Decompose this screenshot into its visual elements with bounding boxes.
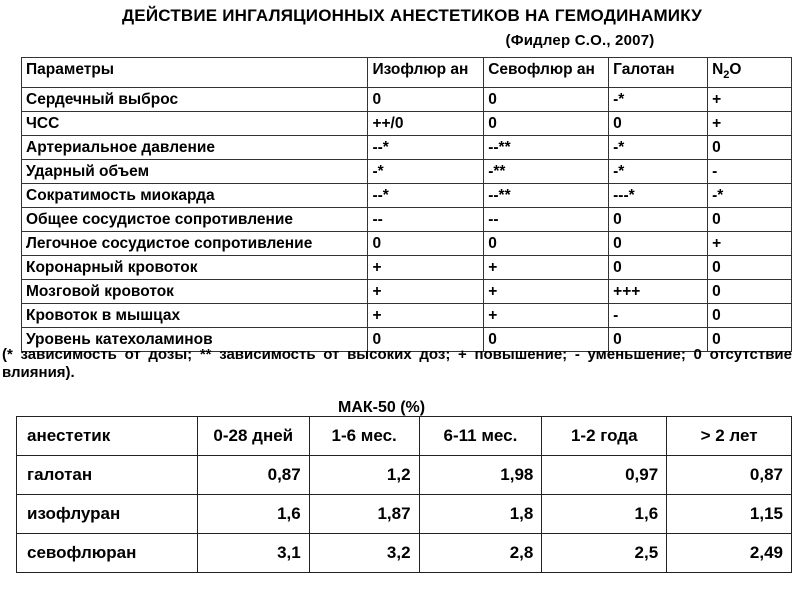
table-row [17,534,792,573]
mac-label: МАК-50 (%) [338,399,426,416]
table-row [22,136,792,160]
value-cell: -* [609,88,708,112]
value-cell: 0 [708,256,792,280]
table-row [22,304,792,328]
value-cell: - [708,160,792,184]
value-cell: 1,98 [419,456,542,495]
table-row [22,88,792,112]
value-cell: 0 [484,328,609,352]
value-cell: 1,8 [419,495,542,534]
hemodynamics-effects-table [21,57,792,352]
value-cell: 1,87 [309,495,419,534]
mac-table [16,416,792,573]
title-main: ДЕЙСТВИЕ ИНГАЛЯЦИОННЫХ АНЕСТЕТИКОВ НА ГЕМОДИНАМИКУ [122,6,702,25]
value-cell: 0 [609,256,708,280]
column-header: Изофлюр ан [368,58,484,88]
column-header: Галотан [609,58,708,88]
value-cell: -* [609,160,708,184]
parameter-cell: Мозговой кровоток [22,280,368,304]
value-cell: -- [368,208,484,232]
value-cell: 0 [368,88,484,112]
value-cell: 0 [708,136,792,160]
table-row [22,112,792,136]
column-header: анестетик [17,417,198,456]
anesthetic-cell: изофлуран [17,495,198,534]
value-cell: -* [708,184,792,208]
value-cell: -- [484,208,609,232]
value-cell: 0 [609,328,708,352]
value-cell: 2,5 [542,534,667,573]
value-cell: 0,97 [542,456,667,495]
value-cell: --** [484,136,609,160]
value-cell: 0 [368,328,484,352]
value-cell: + [484,304,609,328]
column-header: Севофлюр ан [484,58,609,88]
value-cell: 2,49 [667,534,792,573]
value-cell: 0,87 [197,456,309,495]
page-title [0,6,800,49]
parameter-cell: Легочное сосудистое сопротивление [22,232,368,256]
value-cell: 0 [609,112,708,136]
table-row [22,280,792,304]
table-row [22,232,792,256]
value-cell: 3,2 [309,534,419,573]
parameter-cell: Коронарный кровоток [22,256,368,280]
value-cell: + [368,256,484,280]
table-row [22,184,792,208]
value-cell: +++ [609,280,708,304]
value-cell: ++/0 [368,112,484,136]
value-cell: ---* [609,184,708,208]
value-cell: + [708,112,792,136]
anesthetic-cell: севофлюран [17,534,198,573]
table-row [22,208,792,232]
value-cell: 0 [368,232,484,256]
table-row [17,456,792,495]
value-cell: 0 [609,232,708,256]
value-cell: 0,87 [667,456,792,495]
value-cell: 1,2 [309,456,419,495]
value-cell: 1,6 [542,495,667,534]
table-row [22,256,792,280]
column-header: > 2 лет [667,417,792,456]
table-row [17,495,792,534]
column-header: $N_2O$ [708,58,792,88]
value-cell: 0 [708,280,792,304]
value-cell: 0 [609,208,708,232]
value-cell: -** [484,160,609,184]
footnote: (* зависимость от дозы; ** зависимость от высоких доз; + повышение; - уменьшение; 0 отсутствие влияния). [2,346,792,381]
anesthetic-cell: галотан [17,456,198,495]
column-header: Параметры [22,58,368,88]
value-cell: + [484,280,609,304]
column-header: 1-6 мес. [309,417,419,456]
value-cell: + [484,256,609,280]
value-cell: 2,8 [419,534,542,573]
value-cell: 0 [708,328,792,352]
title-citation: (Фидлер С.О., 2007) [505,32,655,49]
value-cell: 0 [708,208,792,232]
table-row [22,160,792,184]
parameter-cell: Артериальное давление [22,136,368,160]
value-cell: --* [368,136,484,160]
column-header: 0-28 дней [197,417,309,456]
column-header: 1-2 года [542,417,667,456]
mac-header-row [17,417,792,456]
parameter-cell: Ударный объем [22,160,368,184]
value-cell: + [708,232,792,256]
value-cell: 0 [484,232,609,256]
parameter-cell: Сократимость миокарда [22,184,368,208]
value-cell: + [368,280,484,304]
column-header: 6-11 мес. [419,417,542,456]
value-cell: + [708,88,792,112]
parameter-cell: Сердечный выброс [22,88,368,112]
value-cell: 0 [484,88,609,112]
value-cell: -* [368,160,484,184]
value-cell: - [609,304,708,328]
value-cell: 3,1 [197,534,309,573]
table-header-row [22,58,792,88]
value-cell: -* [609,136,708,160]
value-cell: + [368,304,484,328]
parameter-cell: Уровень катехоламинов [22,328,368,352]
value-cell: 0 [484,112,609,136]
value-cell: --** [484,184,609,208]
value-cell: 1,15 [667,495,792,534]
value-cell: --* [368,184,484,208]
value-cell: 1,6 [197,495,309,534]
parameter-cell: ЧСС [22,112,368,136]
value-cell: 0 [708,304,792,328]
parameter-cell: Общее сосудистое сопротивление [22,208,368,232]
parameter-cell: Кровоток в мышцах [22,304,368,328]
